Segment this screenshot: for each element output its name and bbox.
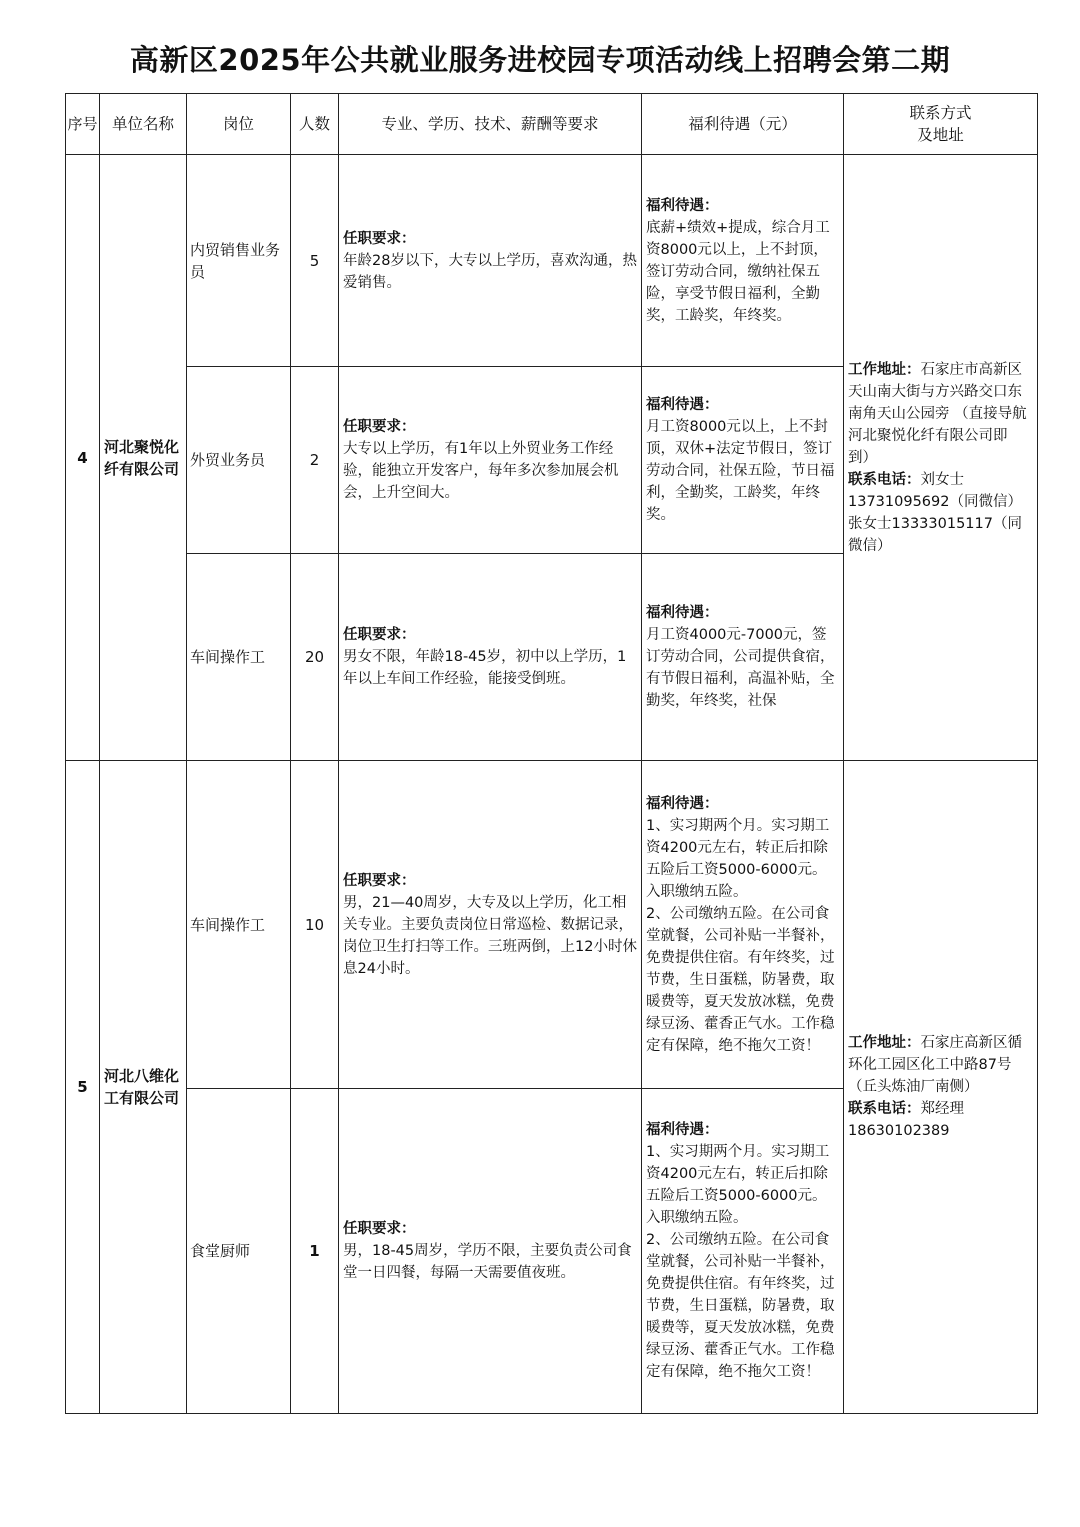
position-title: 食堂厨师 [187,1089,291,1414]
phone-text-2: 张女士13333015117（同微信） [848,515,1022,554]
requirement-cell [339,761,642,1089]
phone-text-1: 郑经理18630102389 [848,1101,964,1139]
requirement-label: 任职要求： [343,419,416,435]
position-title: 车间操作工 [187,554,291,761]
requirement-label: 任职要求： [343,230,416,247]
company-name: 河北聚悦化纤有限公司 [100,155,187,761]
benefit-text-1: 1、实习期两个月。实习期工资4200元左右，转正后扣除五险后工资5000-6000元。入职缴纳五险。 [646,817,830,900]
benefit-text: 月工资4000元-7000元，签订劳动合同，公司提供食宿，有节假日福利，高温补贴，全勤奖，年终奖，社保 [646,627,835,709]
header-count: 人数 [291,94,339,155]
benefit-text-2: 2、公司缴纳五险。在公司食堂就餐，公司补贴一半餐补，免费提供住宿。有年终奖，过节费，生日蛋糕，防暑费，取暖费等，夏天发放冰糕，免费绿豆汤、藿香正气水。工作稳定有保障，绝不拖欠工资！ [646,905,835,1054]
address-text: 石家庄市高新区天山南大街与方兴路交口东南角天山公园旁 （直接导航河北聚悦化纤有限公司即到） [848,361,1027,466]
table-row [66,761,1038,1089]
header-contact-line1: 联系方式 [909,104,972,122]
phone-label: 联系电话： [848,471,921,488]
row-number: 5 [66,761,100,1414]
phone-label: 联系电话： [848,1101,921,1117]
benefit-cell [642,761,844,1089]
benefit-text-2: 2、公司缴纳五险。在公司食堂就餐，公司补贴一半餐补，免费提供住宿。有年终奖，过节费，生日蛋糕，防暑费，取暖费等，夏天发放冰糕，免费绿豆汤、藿香正气水。工作稳定有保障，绝不拖欠工资！ [646,1232,835,1380]
requirement-cell [339,367,642,554]
benefit-cell [642,554,844,761]
headcount: 10 [291,761,339,1089]
benefit-cell [642,367,844,554]
position-title: 车间操作工 [187,761,291,1089]
contact-cell [844,761,1038,1414]
job-table [65,93,1038,1414]
requirement-cell [339,554,642,761]
requirement-text: 男，18-45周岁，学历不限，主要负责公司食堂一日四餐，每隔一天需要值夜班。 [343,1243,632,1281]
headcount: 20 [291,554,339,761]
header-position: 岗位 [187,94,291,155]
headcount: 5 [291,155,339,367]
benefit-text-1: 1、实习期两个月。实习期工资4200元左右，转正后扣除五险后工资5000-6000元。入职缴纳五险。 [646,1144,830,1226]
requirement-cell [339,155,642,367]
benefit-label: 福利待遇： [646,1122,719,1138]
requirement-label: 任职要求： [343,1221,416,1237]
address-label: 工作地址： [848,1035,921,1051]
header-requirements: 专业、学历、技术、薪酬等要求 [339,94,642,155]
headcount: 2 [291,367,339,554]
header-contact [844,94,1038,155]
benefit-cell [642,155,844,367]
phone-text-1: 刘女士13731095692（同微信） [848,471,1022,510]
position-title: 内贸销售业务员 [187,155,291,367]
header-contact-line2: 及地址 [917,126,964,144]
benefit-text: 月工资8000元以上，上不封顶，双休+法定节假日，签订劳动合同，社保五险，节日福利，全勤奖，工龄奖，年终奖。 [646,419,835,523]
requirement-label: 任职要求： [343,872,416,889]
requirement-label: 任职要求： [343,627,416,643]
position-title: 外贸业务员 [187,367,291,554]
benefit-label: 福利待遇： [646,197,719,214]
row-number: 4 [66,155,100,761]
headcount: 1 [291,1089,339,1414]
contact-cell [844,155,1038,761]
requirement-text: 男，21—40周岁，大专及以上学历，化工相关专业。主要负责岗位日常巡检、数据记录，岗位卫生打扫等工作。三班两倒，上12小时休息24小时。 [343,894,637,977]
header-no: 序号 [66,94,100,155]
benefit-label: 福利待遇： [646,795,719,812]
requirement-cell [339,1089,642,1414]
company-name: 河北八维化工有限公司 [100,761,187,1414]
requirement-text: 年龄28岁以下，大专以上学历，喜欢沟通，热爱销售。 [343,252,637,291]
address-label: 工作地址： [848,361,921,378]
benefit-cell [642,1089,844,1414]
benefit-label: 福利待遇： [646,605,719,621]
benefit-text: 底薪+绩效+提成，综合月工资8000元以上，上不封顶，签订劳动合同，缴纳社保五险，享受节假日福利，全勤奖，工龄奖，年终奖。 [646,219,830,324]
address-text: 石家庄高新区循环化工园区化工中路87号（丘头炼油厂南侧） [848,1035,1022,1095]
header-row [66,94,1038,155]
header-benefits: 福利待遇（元） [642,94,844,155]
requirement-text: 男女不限，年龄18-45岁，初中以上学历，1年以上车间工作经验，能接受倒班。 [343,649,627,687]
benefit-label: 福利待遇： [646,397,719,413]
requirement-text: 大专以上学历，有1年以上外贸业务工作经验，能独立开发客户，每年多次参加展会机会，上升空间大。 [343,441,619,501]
table-row [66,155,1038,367]
page-title: 高新区2025年公共就业服务进校园专项活动线上招聘会第二期 [129,43,951,77]
header-company: 单位名称 [100,94,187,155]
